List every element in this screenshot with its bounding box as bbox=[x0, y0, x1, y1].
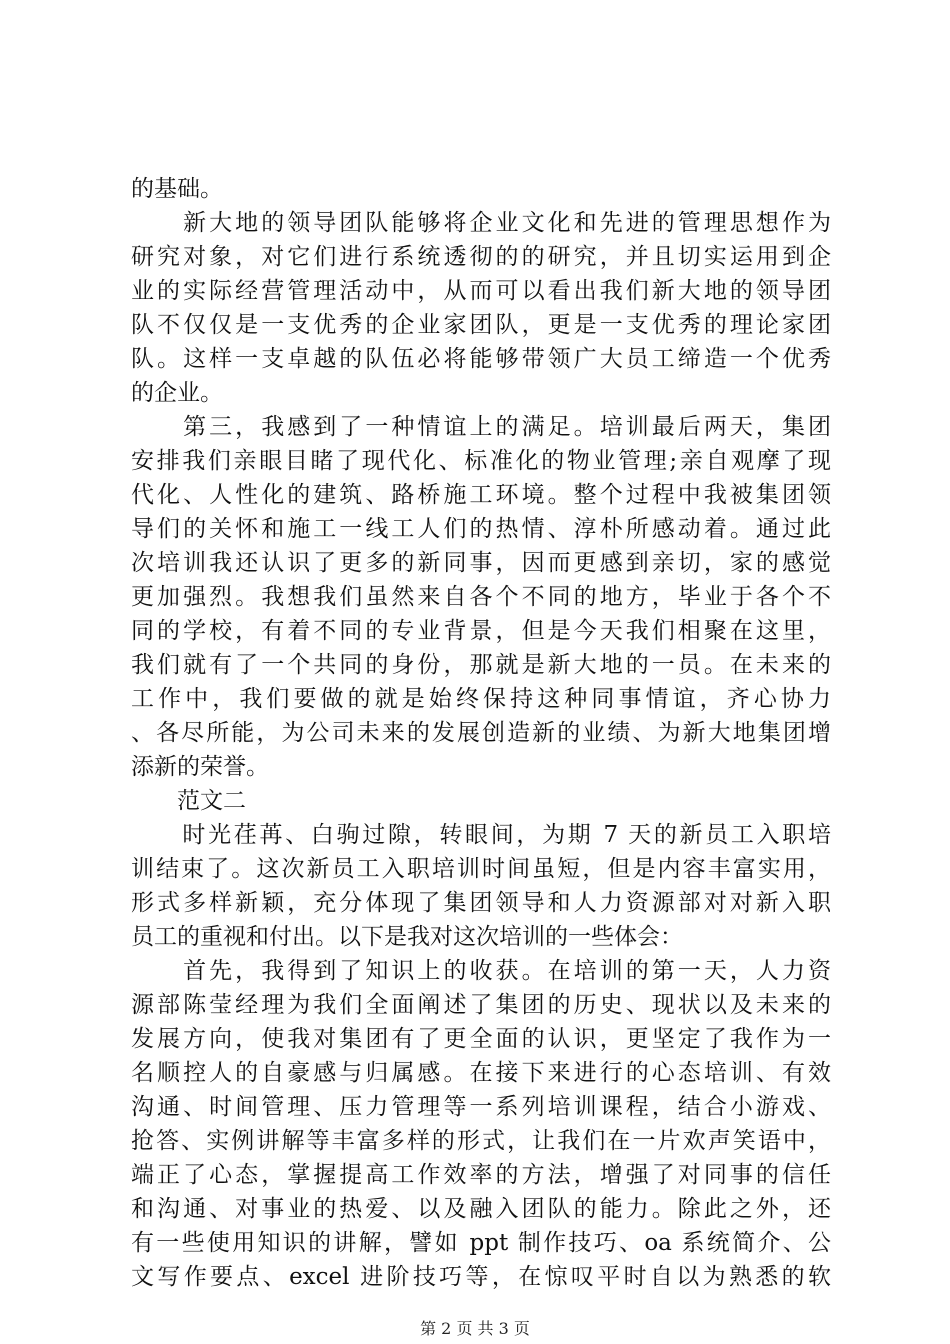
text-line: 员工的重视和付出。以下是我对这次培训的一些体会： bbox=[131, 924, 683, 950]
text-line: 的基础。 bbox=[131, 176, 223, 202]
text-line: 代化、人性化的建筑、路桥施工环境。整个过程中我被集团领 bbox=[131, 482, 831, 508]
section-heading: 范文二 bbox=[131, 788, 246, 814]
text-line: 名顺控人的自豪感与归属感。在接下来进行的心态培训、有效 bbox=[131, 1060, 831, 1086]
text-line: 更加强烈。我想我们虽然来自各个不同的地方，毕业于各个不 bbox=[131, 584, 831, 610]
text-line: 发展方向，使我对集团有了更全面的认识，更坚定了我作为一 bbox=[131, 1026, 831, 1052]
text-line: 首先，我得到了知识上的收获。在培训的第一天，人力资 bbox=[131, 958, 831, 984]
text-line: 工作中，我们要做的就是始终保持这种同事情谊，齐心协力 bbox=[131, 686, 831, 712]
text-line: 同的学校，有着不同的专业背景，但是今天我们相聚在这里， bbox=[131, 618, 831, 644]
text-line: 源部陈莹经理为我们全面阐述了集团的历史、现状以及未来的 bbox=[131, 992, 831, 1018]
text-line: 队不仅仅是一支优秀的企业家团队，更是一支优秀的理论家团 bbox=[131, 312, 831, 338]
text-line: 次培训我还认识了更多的新同事，因而更感到亲切，家的感觉 bbox=[131, 550, 831, 576]
text-line: 安排我们亲眼目睹了现代化、标准化的物业管理;亲自观摩了现 bbox=[131, 448, 831, 474]
text-line: 文写作要点、excel 进阶技巧等，在惊叹平时自以为熟悉的软 bbox=[131, 1264, 831, 1290]
text-line: 研究对象，对它们进行系统透彻的的研究，并且切实运用到企 bbox=[131, 244, 831, 270]
text-line: 抢答、实例讲解等丰富多样的形式，让我们在一片欢声笑语中， bbox=[131, 1128, 831, 1154]
text-line: 添新的荣誉。 bbox=[131, 754, 269, 780]
text-line: 队。这样一支卓越的队伍必将能够带领广大员工缔造一个优秀 bbox=[131, 346, 831, 372]
text-line: 我们就有了一个共同的身份，那就是新大地的一员。在未来的 bbox=[131, 652, 831, 678]
text-line: 新大地的领导团队能够将企业文化和先进的管理思想作为 bbox=[131, 210, 831, 236]
text-line: 训结束了。这次新员工入职培训时间虽短，但是内容丰富实用， bbox=[131, 856, 831, 882]
page-footer: 第 2 页 共 3 页 bbox=[420, 1319, 530, 1338]
text-line: 导们的关怀和施工一线工人们的热情、淳朴所感动着。通过此 bbox=[131, 516, 831, 542]
text-line: 和沟通、对事业的热爱、以及融入团队的能力。除此之外，还 bbox=[131, 1196, 831, 1222]
text-line: 有一些使用知识的讲解，譬如 ppt 制作技巧、oa 系统简介、公 bbox=[131, 1230, 831, 1256]
text-line: 第三，我感到了一种情谊上的满足。培训最后两天，集团 bbox=[131, 414, 831, 440]
text-line: 端正了心态，掌握提高工作效率的方法，增强了对同事的信任 bbox=[131, 1162, 831, 1188]
text-line: 、各尽所能，为公司未来的发展创造新的业绩、为新大地集团增 bbox=[131, 720, 831, 746]
text-line: 形式多样新颖，充分体现了集团领导和人力资源部对对新入职 bbox=[131, 890, 831, 916]
text-line: 业的实际经营管理活动中，从而可以看出我们新大地的领导团 bbox=[131, 278, 831, 304]
text-line: 的企业。 bbox=[131, 380, 223, 406]
text-line: 时光荏苒、白驹过隙，转眼间，为期 7 天的新员工入职培 bbox=[131, 822, 831, 848]
text-line: 沟通、时间管理、压力管理等一系列培训课程，结合小游戏、 bbox=[131, 1094, 831, 1120]
